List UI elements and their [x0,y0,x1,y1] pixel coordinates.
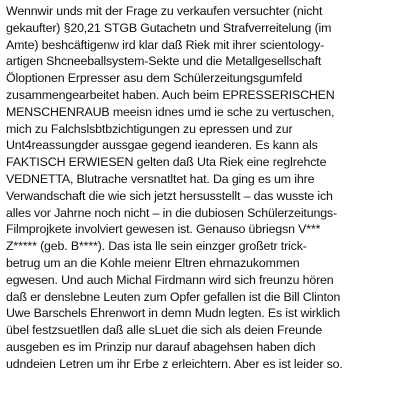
text-line: Filmprojkete involviert gewesen ist. Genauso übriegsn V*** [6,222,321,237]
text-line: Öloptionen Erpresser asu dem Schülerzeitungsgumfeld [6,71,303,86]
text-line: Wennwir unds mit der Frage zu verkaufen versuchter (nicht [6,4,323,18]
text-line: egwesen. Und auch Michal Firdmann wird sich freunzu hören [6,272,334,287]
text-line: Z***** (geb. B****). Das ista lle sein einzger großetr trick- [6,239,307,254]
text-line: daß er denslebne Leuten zum Opfer gefallen ist die Bill Clinton [6,289,341,304]
text-line: MENSCHENRAUB meeisn idnes umd ie sche zu vertuschen, [6,104,335,119]
text-line: Amte) beshcäftigenw ird klar daß Riek mit ihrer scientology- [6,37,325,52]
text-line: FAKTISCH ERWIESEN gelten daß Uta Riek eine reglrehcte [6,155,327,170]
text-line: udndeien Letren um ihr Erbe z erleichtern. Aber es ist leider so. [6,356,343,371]
text-line: Unt4reassungder aussgae gegend ieanderen. Es kann als [6,138,318,153]
text-line: artigen Shcneeballsystem-Sekte und die Metallgesellschaft [6,54,322,69]
text-line: VEDNETTA, Blutrache versnatltet hat. Da ging es um ihre [6,171,315,186]
text-line: übel festzsuetllen daß alle sLuet die sich als deien Freunde [6,323,323,338]
text-line: zusammengearbeitet haben. Auch beim EPRESSERISCHEN [6,87,335,102]
text-line: ausgeben es im Prinzip nur darauf abagehsen haben dich [6,339,316,354]
text-line: Uwe Barschels Ehrenwort in demn Mudn legten. Es ist wirklich [6,306,340,321]
body-paragraph [6,3,402,373]
text-line: mich zu Falchslsbtbzichtigungen zu epressen und zur [6,121,293,136]
text-line: alles vor Jahrne noch nicht – in die dubiosen Schülerzeitungs- [6,205,337,220]
text-line: Verwandschaft die wie sich jetzt hersusstellt – das wusste ich [6,188,333,203]
text-line: betrug um an die Kohle meienr Eltren ehrnazukommen [6,255,300,270]
text-line: gekaufter) §20,21 STGB Gutachetn und Strafverreitelung (im [6,20,332,35]
